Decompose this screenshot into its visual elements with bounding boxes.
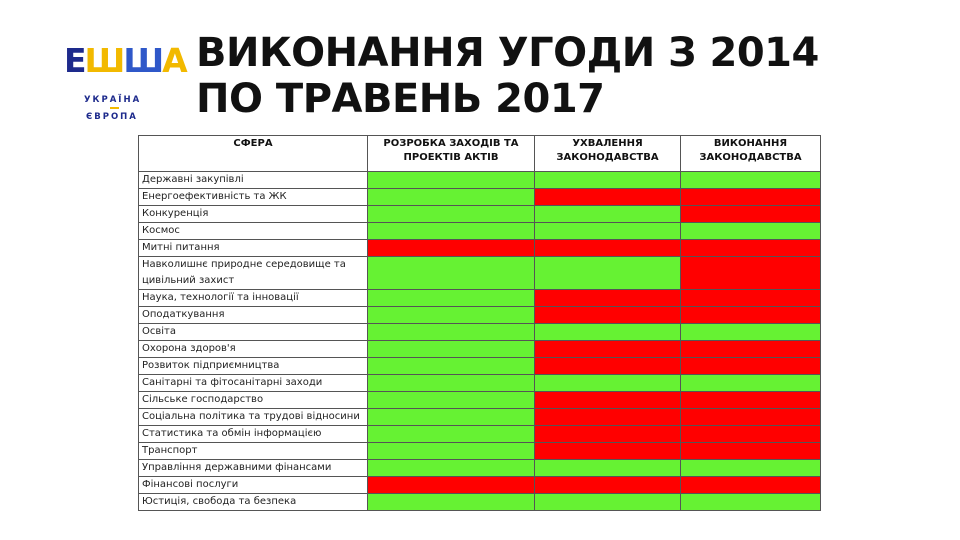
adoption-status-cell xyxy=(535,307,681,324)
drafting-status-cell xyxy=(368,477,535,494)
implementation-status-cell xyxy=(681,290,821,307)
table-row xyxy=(139,240,821,257)
adoption-status-cell xyxy=(535,426,681,443)
implementation-status-cell xyxy=(681,375,821,392)
drafting-status-cell xyxy=(368,172,535,189)
adoption-status-cell xyxy=(535,189,681,206)
drafting-status-cell xyxy=(368,189,535,206)
table-row xyxy=(139,172,821,189)
table-row xyxy=(139,307,821,324)
logo-mark-part: Ш xyxy=(84,41,124,80)
adoption-status-cell xyxy=(535,443,681,460)
logo-text-europe: ЄВРОПА xyxy=(86,112,138,122)
adoption-status-cell xyxy=(535,172,681,189)
page-title-line-1: ВИКОНАННЯ УГОДИ З 2014 xyxy=(196,30,819,76)
drafting-status-cell xyxy=(368,307,535,324)
adoption-status-cell xyxy=(535,494,681,511)
implementation-status-cell xyxy=(681,307,821,324)
page-title xyxy=(196,30,819,122)
logo-mark-part: Е xyxy=(64,41,85,80)
drafting-status-cell xyxy=(368,443,535,460)
drafting-status-cell xyxy=(368,494,535,511)
table-row xyxy=(139,409,821,426)
area-name: Державні закупівлі xyxy=(139,172,368,189)
implementation-status-cell xyxy=(681,460,821,477)
drafting-status-cell xyxy=(368,206,535,223)
area-name: Фінансові послуги xyxy=(139,477,368,494)
adoption-status-cell xyxy=(535,290,681,307)
table-row xyxy=(139,341,821,358)
area-name: Соціальна політика та трудові відносини xyxy=(139,409,368,426)
drafting-status-cell xyxy=(368,324,535,341)
adoption-status-cell xyxy=(535,358,681,375)
drafting-status-cell xyxy=(368,375,535,392)
column-header-implementation: ВИКОНАННЯ ЗАКОНОДАВСТВА xyxy=(681,136,821,172)
table-row xyxy=(139,460,821,477)
area-name: Космос xyxy=(139,223,368,240)
logo-mark-part: Ш xyxy=(123,41,163,80)
implementation-status-cell xyxy=(681,426,821,443)
logo-text-ukraine: УКРАЇНА xyxy=(84,95,142,105)
table-row xyxy=(139,358,821,375)
ewa-logo xyxy=(64,41,186,130)
drafting-status-cell xyxy=(368,460,535,477)
table-row xyxy=(139,324,821,341)
implementation-status-cell xyxy=(681,257,821,290)
adoption-status-cell xyxy=(535,240,681,257)
area-name: Управління державними фінансами xyxy=(139,460,368,477)
column-header-adoption: УХВАЛЕННЯ ЗАКОНОДАВСТВА xyxy=(535,136,681,172)
drafting-status-cell xyxy=(368,341,535,358)
logo-divider xyxy=(110,107,119,109)
implementation-status-cell xyxy=(681,240,821,257)
area-name: Статистика та обмін інформацією xyxy=(139,426,368,443)
table-row xyxy=(139,392,821,409)
area-name: Освіта xyxy=(139,324,368,341)
implementation-status-cell xyxy=(681,223,821,240)
table-row xyxy=(139,426,821,443)
drafting-status-cell xyxy=(368,358,535,375)
implementation-status-cell xyxy=(681,189,821,206)
area-name: Енергоефективність та ЖК xyxy=(139,189,368,206)
implementation-status-cell xyxy=(681,477,821,494)
table-row xyxy=(139,223,821,240)
drafting-status-cell xyxy=(368,240,535,257)
table-row xyxy=(139,477,821,494)
table-row xyxy=(139,206,821,223)
implementation-status-cell xyxy=(681,392,821,409)
table-row xyxy=(139,375,821,392)
implementation-status-cell xyxy=(681,341,821,358)
adoption-status-cell xyxy=(535,409,681,426)
implementation-status-cell xyxy=(681,358,821,375)
column-header-drafting: РОЗРОБКА ЗАХОДІВ ТА ПРОЕКТІВ АКТІВ xyxy=(368,136,535,172)
page-title-line-2: ПО ТРАВЕНЬ 2017 xyxy=(196,76,605,122)
table-row xyxy=(139,189,821,206)
column-header-area: СФЕРА xyxy=(139,136,368,172)
adoption-status-cell xyxy=(535,324,681,341)
area-name: Конкуренція xyxy=(139,206,368,223)
implementation-status-cell xyxy=(681,409,821,426)
table-row xyxy=(139,494,821,511)
implementation-status-cell xyxy=(681,172,821,189)
drafting-status-cell xyxy=(368,409,535,426)
adoption-status-cell xyxy=(535,341,681,358)
area-name: Санітарні та фітосанітарні заходи xyxy=(139,375,368,392)
logo-mark-part: А xyxy=(162,41,186,80)
table-row xyxy=(139,443,821,460)
adoption-status-cell xyxy=(535,375,681,392)
logo-mark xyxy=(64,41,186,80)
implementation-status-cell xyxy=(681,206,821,223)
table-row xyxy=(139,257,821,290)
area-name: Наука, технології та інновації xyxy=(139,290,368,307)
adoption-status-cell xyxy=(535,477,681,494)
drafting-status-cell xyxy=(368,290,535,307)
table-body xyxy=(139,172,821,511)
drafting-status-cell xyxy=(368,392,535,409)
area-name: Оподаткування xyxy=(139,307,368,324)
implementation-status-cell xyxy=(681,494,821,511)
adoption-status-cell xyxy=(535,206,681,223)
area-name: Охорона здоров'я xyxy=(139,341,368,358)
table-row xyxy=(139,290,821,307)
adoption-status-cell xyxy=(535,392,681,409)
status-table xyxy=(138,135,821,511)
drafting-status-cell xyxy=(368,223,535,240)
adoption-status-cell xyxy=(535,257,681,290)
implementation-status-cell xyxy=(681,324,821,341)
drafting-status-cell xyxy=(368,426,535,443)
area-name: Сільське господарство xyxy=(139,392,368,409)
adoption-status-cell xyxy=(535,223,681,240)
area-name: Транспорт xyxy=(139,443,368,460)
area-name: Юстиція, свобода та безпека xyxy=(139,494,368,511)
area-name: Навколишнє природне середовище та цивільний захист xyxy=(139,257,368,290)
area-name: Митні питання xyxy=(139,240,368,257)
adoption-status-cell xyxy=(535,460,681,477)
implementation-status-cell xyxy=(681,443,821,460)
drafting-status-cell xyxy=(368,257,535,290)
area-name: Розвиток підприємництва xyxy=(139,358,368,375)
table-header-row xyxy=(139,136,821,172)
